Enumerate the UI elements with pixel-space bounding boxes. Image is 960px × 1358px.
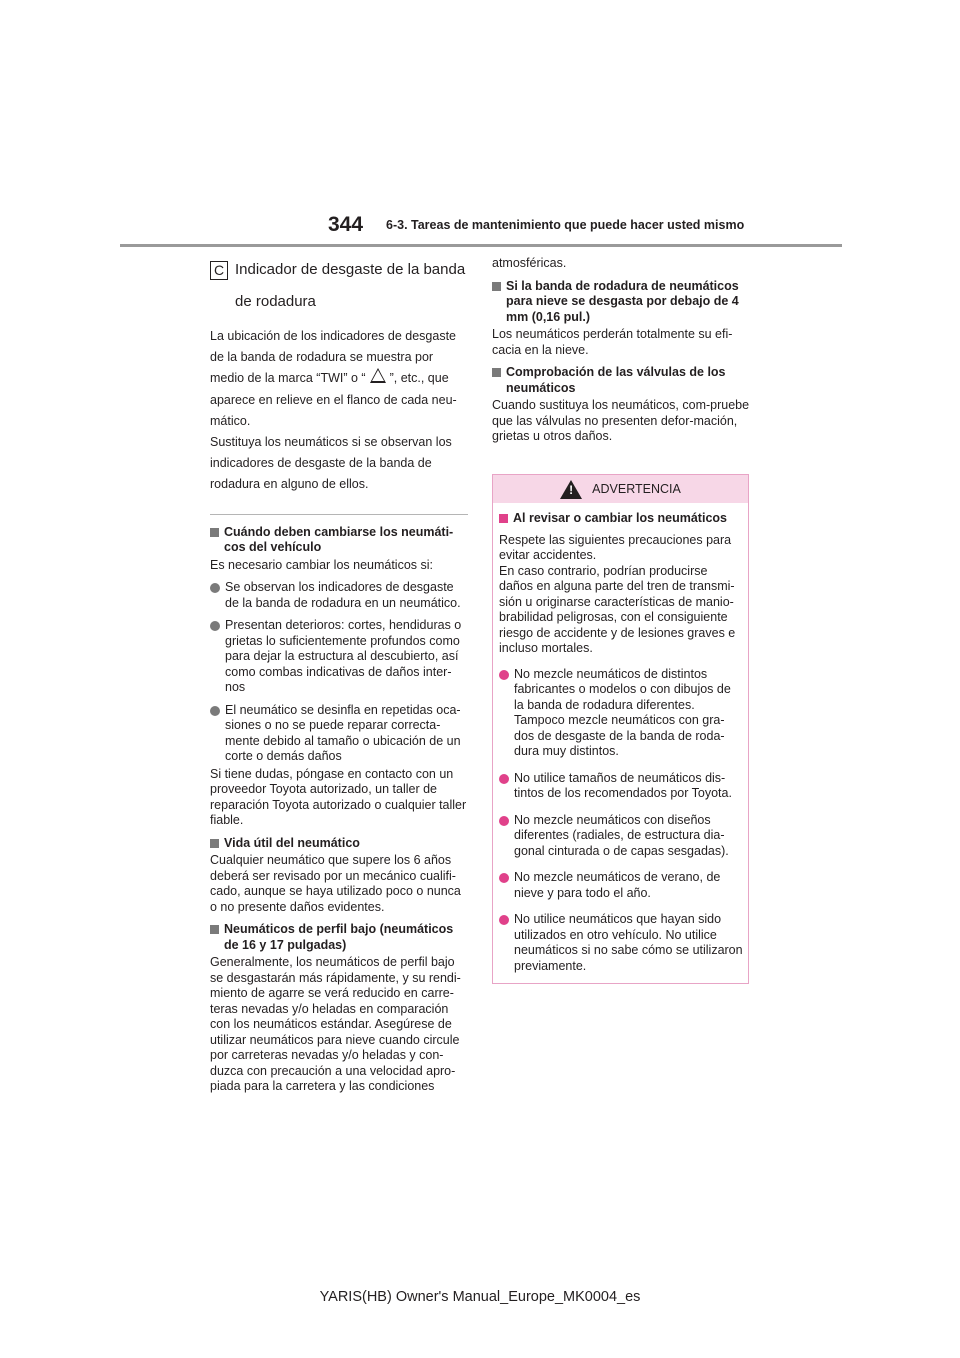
list-item: Se observan los indicadores de desgaste de la banda de rodadura en un neumático. (210, 580, 468, 611)
list-item: No mezcle neumáticos con diseños diferentes (radiales, de estructura dia-gonal cinturada o de capas sesgadas). (499, 813, 743, 860)
circle-bullet-icon (210, 583, 220, 593)
valve-check-heading: Comprobación de las válvulas de los neumáticos (492, 365, 750, 396)
tire-life-text: Cualquier neumático que supere los 6 años deberá ser revisado por un mecánico cualifi-cado, aunque se haya utilizado poco o nunca o no presente daños evidentes. (210, 853, 461, 914)
circle-bullet-icon (499, 915, 509, 925)
intro-line: rodadura en alguno de ellos. (210, 477, 369, 492)
warning-title: ADVERTENCIA (592, 482, 681, 496)
circle-bullet-icon (499, 774, 509, 784)
heading-line-2: de rodadura (235, 293, 316, 310)
section-divider (210, 514, 468, 515)
low-profile-text: Generalmente, los neumáticos de perfil bajo se desgastarán más rápidamente, y su rendi-miento de agarre se verá reducido en carre-teras nevadas y/o heladas en comparación con los neumáticos estándar. Asegúrese de utilizar neumáticos para nieve cuando circule por carreteras nevadas y/o heladas y con-duzca con precaución a una velocidad apro-piada para la carretera y las condiciones (210, 955, 461, 1094)
intro-line: aparece en relieve en el flanco de cada neu- (210, 392, 457, 407)
list-item: No mezcle neumáticos de verano, de nieve y para todo el año. (499, 870, 743, 901)
label-c-badge: C (210, 261, 228, 280)
tread-indicator-text (210, 326, 468, 496)
list-item: El neumático se desinfla en repetidas oca-siones o no se puede reparar correcta-mente debido al tamaño o ubicación de un corte o demás daños (210, 703, 468, 765)
header-rule (120, 244, 842, 247)
list-item: No utilice neumáticos que hayan sido utilizados en otro vehículo. No utilice neumáticos si no sabe cómo se utilizaron previamente. (499, 912, 743, 974)
warning-text: Respete las siguientes precauciones para evitar accidentes. (499, 532, 732, 562)
snow-tire-text: Los neumáticos perderán totalmente su efi-cacia en la nieve. (492, 327, 733, 357)
intro-line: La ubicación de los indicadores de desgaste (210, 329, 457, 343)
warning-header (493, 475, 748, 503)
tire-life-heading: Vida útil del neumático (210, 836, 468, 852)
warning-box (492, 474, 749, 984)
right-column (492, 256, 750, 452)
circle-bullet-icon (499, 816, 509, 826)
intro-line: mático. (210, 413, 251, 428)
square-bullet-icon (210, 528, 219, 537)
heading-line-1: Indicador de desgaste de la banda (235, 261, 466, 278)
square-bullet-icon (492, 282, 501, 291)
when-to-replace-heading: Cuándo deben cambiarse los neumáti-cos del vehículo (210, 525, 468, 556)
intro-line: Sustituya los neumáticos si se observan los (210, 435, 452, 450)
square-bullet-icon (492, 368, 501, 377)
square-bullet-icon (499, 514, 508, 523)
footer-text: YARIS(HB) Owner's Manual_Europe_MK0004_es (319, 1289, 641, 1305)
square-bullet-icon (210, 839, 219, 848)
continued-text: atmosféricas. (492, 256, 567, 270)
triangle-mark-icon (370, 368, 386, 383)
warning-text-2: En caso contrario, podrían producirse daños en alguna parte del tren de transmi-sión u originarse características de manio-brabilidad peligrosas, con el consiguiente riesgo de accidente y de lesiones graves e incluso mortales. (499, 563, 736, 655)
circle-bullet-icon (499, 873, 509, 883)
list-item: No utilice tamaños de neumáticos dis-tintos de los recomendados por Toyota. (499, 771, 743, 802)
list-item: Presentan deterioros: cortes, hendiduras o grietas lo suficientemente profundos como para dejar la estructura al descubierto, así como combas indicativas de daños inter-nos (210, 618, 468, 696)
when-to-replace-text: Es necesario cambiar los neumáticos si: (210, 557, 434, 572)
snow-tire-heading: Si la banda de rodadura de neumáticos para nieve se desgasta por debajo de 4 mm (0,16 pul.) (492, 279, 750, 326)
section-title: 6-3. Tareas de mantenimiento que puede hacer usted mismo (386, 218, 745, 232)
list-item: No mezcle neumáticos de distintos fabricantes o modelos o con dibujos de la banda de rodadura diferentes. Tampoco mezcle neumáticos con gra-dos de desgaste de la banda de roda-dura muy distintos. (499, 667, 743, 760)
page-number: 344 (328, 213, 364, 236)
intro-line: indicadores de desgaste de la banda de (210, 456, 432, 471)
warning-subtitle: Al revisar o cambiar los neumáticos (499, 511, 743, 527)
square-bullet-icon (210, 925, 219, 934)
circle-bullet-icon (499, 670, 509, 680)
warning-triangle-icon: ! (560, 480, 582, 499)
circle-bullet-icon (210, 621, 220, 631)
doubt-text: Si tiene dudas, póngase en contacto con un proveedor Toyota autorizado, un taller de reparación Toyota autorizado o cualquier taller fiable. (210, 766, 467, 828)
tread-indicator-heading (210, 260, 468, 318)
intro-line: de la banda de rodadura se muestra por (210, 350, 434, 365)
circle-bullet-icon (210, 706, 220, 716)
left-column (210, 260, 468, 1102)
low-profile-heading: Neumáticos de perfil bajo (neumáticos de 16 y 17 pulgadas) (210, 922, 468, 953)
intro-line: medio de la marca “TWI” o “ ”, etc., que (210, 368, 468, 389)
valve-check-text: Cuando sustituya los neumáticos, com-pruebe que las válvulas no presenten defor-mación, grietas u otros daños. (492, 398, 750, 443)
